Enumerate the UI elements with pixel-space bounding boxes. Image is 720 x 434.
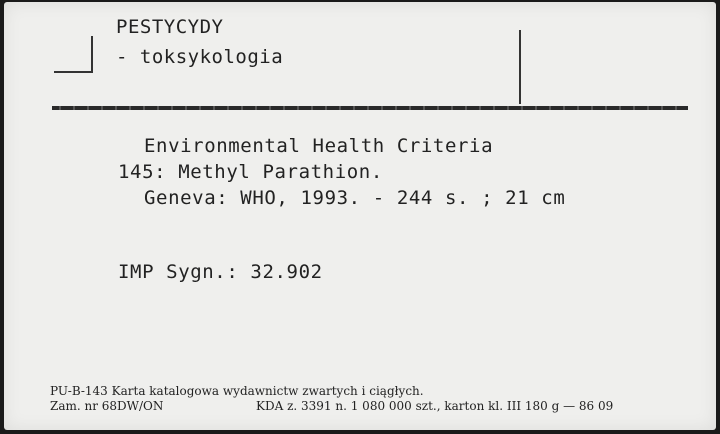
call-number: IMP Sygn.: 32.902 <box>118 261 323 283</box>
right-divider-line <box>519 30 521 104</box>
catalog-card <box>4 2 716 430</box>
title-continuation: 145: Methyl Parathion. <box>118 161 383 183</box>
publication-line: Geneva: WHO, 1993. - 244 s. ; 21 cm <box>144 187 566 209</box>
horizontal-rule <box>52 106 688 110</box>
heading-bracket-horizontal <box>54 71 93 73</box>
heading-bracket-vertical <box>91 36 93 73</box>
subject-subheading: - toksykologia <box>116 46 284 68</box>
print-info: KDA z. 3391 n. 1 080 000 szt., karton kl. III 180 g — 86 09 <box>256 399 614 413</box>
subject-heading: PESTYCYDY <box>116 16 224 38</box>
title-line: Environmental Health Criteria <box>144 135 494 157</box>
card-form-label: PU-B-143 Karta katalogowa wydawnictw zwartych i ciągłych. <box>50 384 424 398</box>
order-number: Zam. nr 68DW/ON <box>50 399 164 413</box>
